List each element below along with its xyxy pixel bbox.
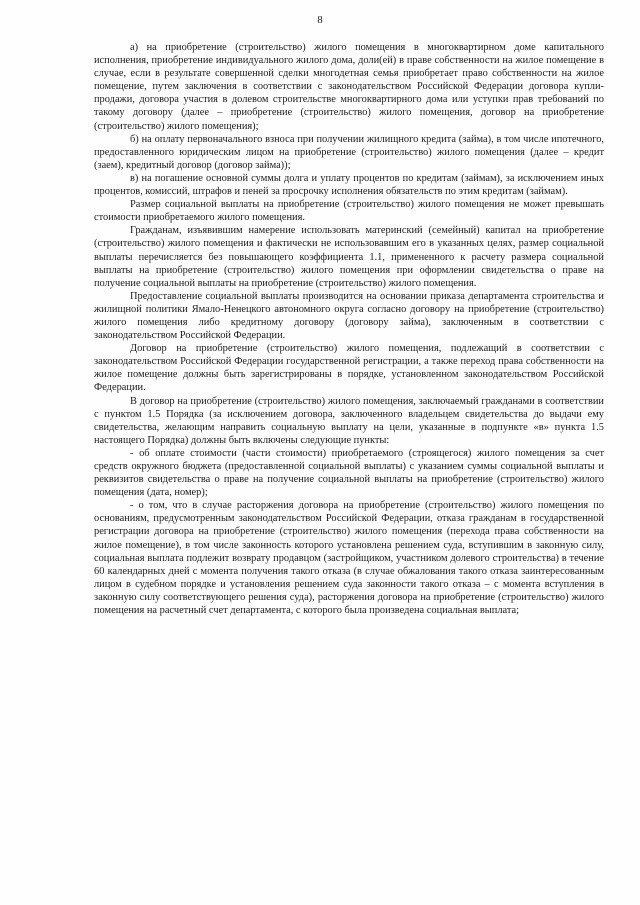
paragraph-payment-limit: Размер социальной выплаты на приобретение (строительство) жилого помещения не может превышать стоимости приобретаемого жилого помещения. [94,199,604,224]
paragraph-clause-payment: - об оплате стоимости (части стоимости) приобретаемого (строящегося) жилого помещения за счет средств окружного бюджета (предоставленной социальной выплаты) с указанием суммы социальной выплаты и реквизитов свидетельства о праве на получение социальной выплаты на приобретение (строительство) жилого помещения (дата, номер); [94,447,604,499]
paragraph-subitem-b: б) на оплату первоначального взноса при получении жилищного кредита (займа), в том числе ипотечного, предоставленного юридическим лицом на приобретение (строительство) жилого помещения (далее – кредит (заем), кредитный договор (договор займа)); [94,133,604,171]
paragraph-contract-clauses: В договор на приобретение (строительство) жилого помещения, заключаемый гражданами в соответствии с пунктом 1.5 Порядка (за исключением договора, заключенного владельцем свидетельства до выдачи ему свидетельства, желающим направить социальную выплату на цели, указанные в подпункте «в» пункта 1.5 настоящего Порядка) должны быть включены следующие пункты: [94,395,604,446]
paragraph-clause-refund: - о том, что в случае расторжения договора на приобретение (строительство) жилого помещения по основаниям, предусмотренным законодательством Российской Федерации, отказа гражданам в государственной регистрации договора на приобретение (строительство) жилого помещения (перехода права собственности на жилое помещение), в том числе законность которого установлена решением суда, вступившим в законную силу, социальная выплата подлежит возврату продавцом (застройщиком, участником долевого строительства) в течение 60 календарных дней с момента получения такого отказа (в случае обжалования такого отказа заинтересованным лицом в судебном порядке и установления решением суда законности такого отказа – с момента вступления в законную силу соответствующего решения суда), расторжения договора на приобретение (строительство) жилого помещения на расчетный счет департамента, с которого была произведена социальная выплата; [94,500,604,617]
page-number: 8 [317,14,323,26]
paragraph-contract-registration: Договор на приобретение (строительство) жилого помещения, подлежащий в соответствии с законодательством Российской Федерации государственной регистрации, а также переход права собственности на жилое помещение должны быть зарегистрированы в порядке, установленном законодательством Российской Федерации. [94,343,604,394]
paragraph-subitem-v: в) на погашение основной суммы долга и уплату процентов по кредитам (займам), за исключением иных процентов, комиссий, штрафов и пеней за просрочку исполнения обязательств по этим кредитам (займам). [94,172,604,198]
paragraph-subitem-a: а) на приобретение (строительство) жилого помещения в многоквартирном доме капитального исполнения, приобретение индивидуального жилого дома, доли(ей) в праве собственности на жилое помещение в случае, если в результате совершенной сделки многодетная семья приобретает право собственности на жилое помещение, путем заключения в соответствии с законодательством Российской Федерации договора купли-продажи, договора участия в долевом строительстве многоквартирного дома или уступки прав требований по такому договору (далее – приобретение (строительство) жилого помещения, договор на приобретение (строительство) жилого помещения); [94,42,604,132]
paragraph-maternity-capital: Гражданам, изъявившим намерение использовать материнский (семейный) капитал на приобретение (строительство) жилого помещения и фактически не использовавшим его в указанных целях, размер социальной выплаты перечисляется без повышающего коэффициента 1.1, примененного к расчету размера социальной выплаты на приобретение (строительство) жилого помещения при оформлении свидетельства о праве на получение социальной выплаты на приобретение (строительство) жилого помещения. [94,225,604,289]
document-body [94,41,604,617]
paragraph-payment-basis: Предоставление социальной выплаты производится на основании приказа департамента строительства и жилищной политики Ямало-Ненецкого автономного округа согласно договору на приобретение (строительство) жилого помещения либо кредитному договору (договору займа), заключенным в соответствии с законодательством Российской Федерации. [94,290,604,342]
